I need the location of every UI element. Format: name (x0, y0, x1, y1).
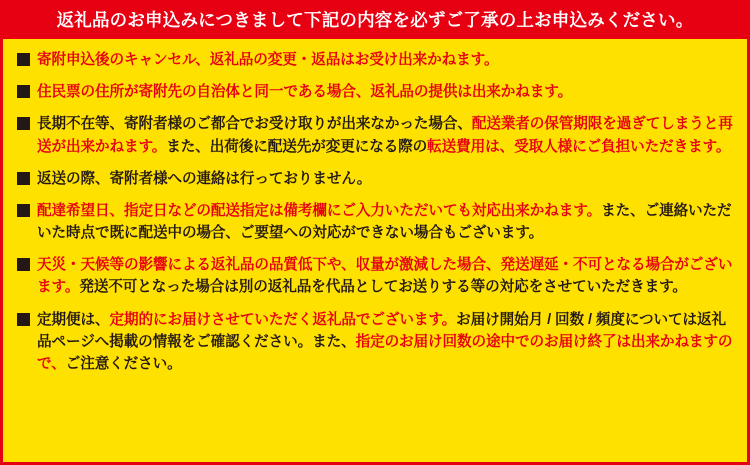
notice-text-segment: 指定のお届け回数の途中でのお届け終了は出来かねますので、 (37, 333, 733, 372)
notice-item (17, 309, 733, 376)
notice-text-segment: 発送不可となった場合は別の返礼品を代品としてお送りする等の対応をさせていただきます。 (79, 279, 687, 296)
notice-item (17, 254, 733, 298)
notice-text-segment: また、ご連絡いただいた時点で既に配送中の場合、ご要望への対応ができない場合もございます。 (37, 202, 732, 242)
notice-text-segment: 返送の際、寄附者様への連絡は行っておりません。 (37, 170, 372, 187)
notice-item-text (37, 309, 733, 376)
notice-item-text (37, 49, 733, 71)
notice-text-segment: 定期便は、 (37, 311, 110, 328)
notice-item (17, 49, 733, 71)
notice-text-segment: 定期的にお届けさせていただく返礼品でございます。 (109, 311, 457, 328)
notice-item-text (37, 200, 733, 244)
square-bullet-icon (17, 204, 30, 217)
square-bullet-icon (17, 117, 30, 130)
notice-text-segment: 住民票の住所が寄附先の自治体と同一である場合、返礼品の提供は出来かねます。 (37, 84, 573, 101)
notice-item-list (3, 39, 747, 375)
notice-item-text (37, 254, 733, 298)
notice-item (17, 200, 733, 244)
notice-item (17, 113, 733, 157)
notice-text-segment: 配達希望日、指定日などの配送指定は備考欄にご入力いただいても対応出来かねます。 (37, 202, 602, 219)
notice-text-segment: 長期不在等、寄附者様のご都合でお受け取りが出来なかった場合、 (37, 116, 472, 133)
square-bullet-icon (17, 313, 30, 326)
notice-text-segment: ご注意ください。 (65, 355, 182, 372)
square-bullet-icon (17, 85, 30, 98)
notice-item-text (37, 168, 733, 190)
notice-text-segment: お届け開始月 / 回数 / 頻度については返礼品ページへ掲載の情報をご確認ください。また、 (37, 311, 727, 350)
notice-text-segment: 天災・天候等の影響による返礼品の品質低下や、収量が激減した場合、発送遅延・不可となる場合がございます。 (37, 257, 733, 296)
notice-item (17, 81, 733, 103)
notice-item (17, 168, 733, 190)
notice-item-text (37, 113, 733, 157)
square-bullet-icon (17, 258, 30, 271)
notice-text-segment: また、出荷後に配送先が変更になる際の (166, 138, 428, 155)
notice-item-text (37, 81, 733, 103)
notice-header: 返礼品のお申込みにつきまして下記の内容を必ずご了承の上お申込みください。 (3, 3, 747, 39)
square-bullet-icon (17, 53, 30, 66)
square-bullet-icon (17, 172, 30, 185)
notice-text-segment: 転送費用は、受取人様にご負担いただきます。 (427, 138, 731, 155)
notice-text-segment: 配送業者の保管期限を過ぎてしまうと再送が出来かねます。 (37, 116, 733, 155)
notice-text-segment: 寄附申込後のキャンセル、返礼品の変更・返品はお受け出来かねます。 (37, 52, 499, 68)
